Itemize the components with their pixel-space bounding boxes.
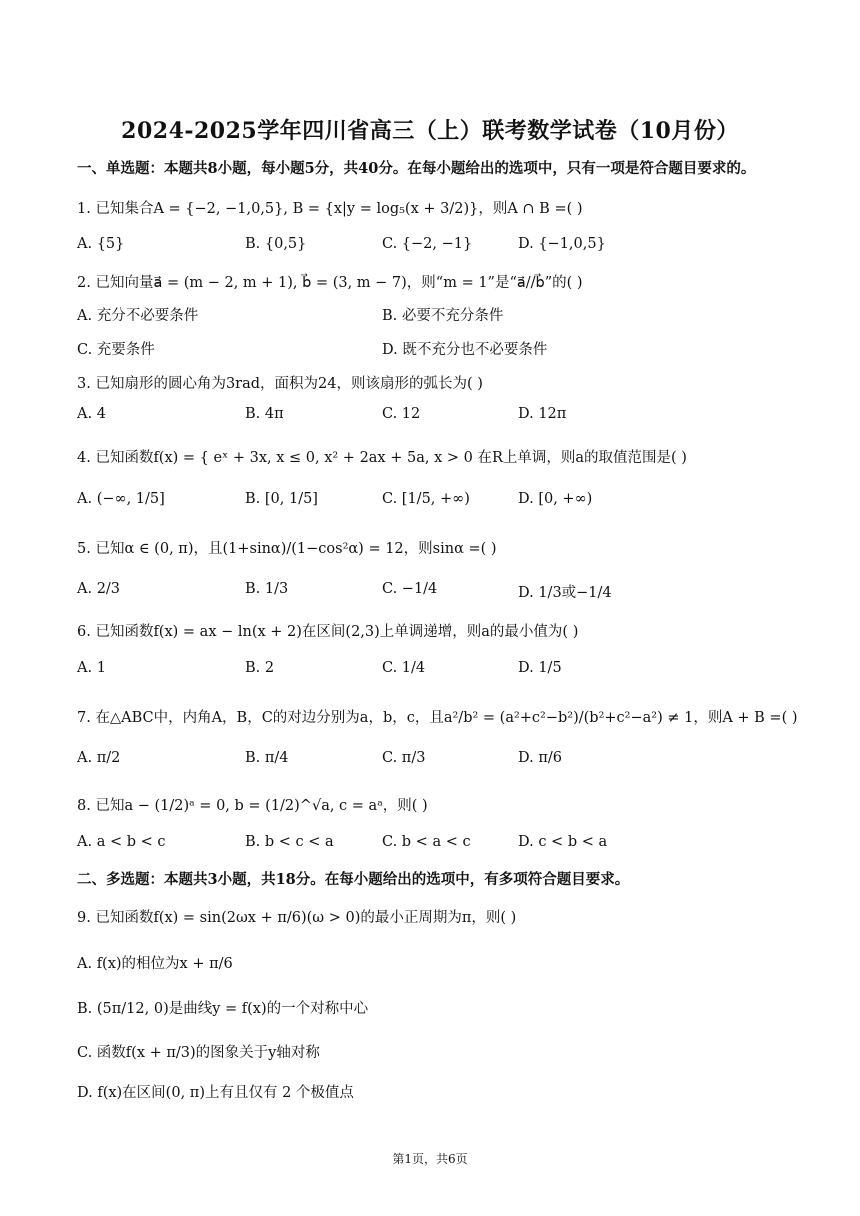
question-6-stem: 6. 已知函数f(x) = ax − ln(x + 2)在区间(2,3)上单调递增，则a的最小值为( ) (77, 624, 579, 640)
question-7-option-c[interactable]: C. π/3 (382, 750, 426, 766)
question-6-option-d[interactable]: D. 1/5 (518, 660, 562, 676)
question-6-option-a[interactable]: A. 1 (77, 660, 106, 676)
question-3-stem: 3. 已知扇形的圆心角为3rad，面积为24，则该扇形的弧长为( ) (77, 376, 483, 392)
question-3-option-c[interactable]: C. 12 (382, 406, 421, 422)
question-6-option-b[interactable]: B. 2 (245, 660, 275, 676)
question-8-stem: 8. 已知a − (1/2)ᵃ = 0, b = (1/2)^√a, c = aᵃ，则( ) (77, 798, 428, 814)
question-7-option-b[interactable]: B. π/4 (245, 750, 289, 766)
question-9-option-d[interactable]: D. f(x)在区间(0, π)上有且仅有 2 个极值点 (77, 1085, 354, 1101)
question-8-option-b[interactable]: B. b < c < a (245, 834, 334, 850)
question-8-option-d[interactable]: D. c < b < a (518, 834, 608, 850)
question-8-option-c[interactable]: C. b < a < c (382, 834, 471, 850)
question-2-option-a[interactable]: A. 充分不必要条件 (77, 308, 199, 324)
question-1-option-d[interactable]: D. {−1,0,5} (518, 236, 606, 252)
question-2-option-d[interactable]: D. 既不充分也不必要条件 (382, 342, 548, 358)
question-1-option-c[interactable]: C. {−2, −1} (382, 236, 473, 252)
question-4-option-d[interactable]: D. [0, +∞) (518, 491, 593, 507)
question-5-option-c[interactable]: C. −1/4 (382, 581, 438, 597)
question-2-option-c[interactable]: C. 充要条件 (77, 342, 155, 358)
question-1-option-a[interactable]: A. {5} (77, 236, 125, 252)
question-7-stem: 7. 在△ABC中，内角A，B，C的对边分别为a，b，c，且a²/b² = (a²+c²−b²)/(b²+c²−a²) ≠ 1，则A + B =( ) (77, 710, 798, 726)
question-3-option-d[interactable]: D. 12π (518, 406, 567, 422)
question-9-option-a[interactable]: A. f(x)的相位为x + π/6 (77, 956, 233, 972)
question-1-stem: 1. 已知集合A = {−2, −1,0,5}, B = {x|y = log₅(x + 3/2)}，则A ∩ B =( ) (77, 201, 583, 217)
question-5-stem: 5. 已知α ∈ (0, π)，且(1+sinα)/(1−cos²α) = 12，则sinα =( ) (77, 541, 497, 557)
question-3-option-a[interactable]: A. 4 (77, 406, 106, 422)
question-4-option-a[interactable]: A. (−∞, 1/5] (77, 491, 165, 507)
question-9-stem: 9. 已知函数f(x) = sin(2ωx + π/6)(ω > 0)的最小正周期为π，则( ) (77, 910, 517, 926)
question-3-option-b[interactable]: B. 4π (245, 406, 284, 422)
section-single-choice-header: 一、单选题：本题共8小题，每小题5分，共40分。在每小题给出的选项中，只有一项是符合题目要求的。 (77, 160, 756, 177)
section-multiple-choice-header: 二、多选题：本题共3小题，共18分。在每小题给出的选项中，有多项符合题目要求。 (77, 871, 630, 888)
question-2-stem: 2. 已知向量a⃗ = (m − 2, m + 1), b⃗ = (3, m − 7)，则“m = 1”是“a⃗//b⃗”的( ) (77, 275, 583, 291)
question-6-option-c[interactable]: C. 1/4 (382, 660, 426, 676)
question-5-option-a[interactable]: A. 2/3 (77, 581, 121, 597)
question-4-option-b[interactable]: B. [0, 1/5] (245, 491, 318, 507)
page-footer: 第1页，共6页 (392, 1152, 468, 1166)
question-9-option-b[interactable]: B. (5π/12, 0)是曲线y = f(x)的一个对称中心 (77, 1001, 369, 1017)
question-5-option-d[interactable]: D. 1/3或−1/4 (518, 585, 612, 601)
question-4-stem: 4. 已知函数f(x) = { eˣ + 3x, x ≤ 0, x² + 2ax + 5a, x > 0 在R上单调，则a的取值范围是( ) (77, 450, 687, 466)
question-7-option-d[interactable]: D. π/6 (518, 750, 562, 766)
question-1-option-b[interactable]: B. {0,5} (245, 236, 307, 252)
exam-title: 2024-2025学年四川省高三（上）联考数学试卷（10月份） (121, 118, 739, 144)
question-8-option-a[interactable]: A. a < b < c (77, 834, 166, 850)
question-4-option-c[interactable]: C. [1/5, +∞) (382, 491, 470, 507)
question-5-option-b[interactable]: B. 1/3 (245, 581, 289, 597)
question-7-option-a[interactable]: A. π/2 (77, 750, 121, 766)
question-2-option-b[interactable]: B. 必要不充分条件 (382, 308, 504, 324)
question-9-option-c[interactable]: C. 函数f(x + π/3)的图象关于y轴对称 (77, 1045, 320, 1061)
